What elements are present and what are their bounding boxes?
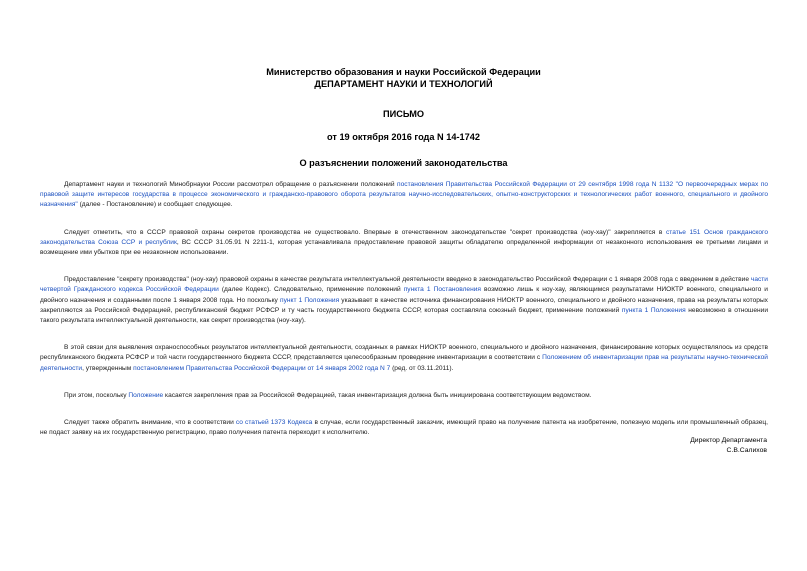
link-article-151[interactable]: статье 151 Основ гражданского законодательства Союза ССР и республик: [40, 228, 768, 246]
link-article-1373[interactable]: со статьей 1373 Кодекса: [235, 419, 313, 427]
text: , утвержденным: [82, 364, 134, 372]
signature-block: [690, 436, 767, 456]
text: невозможно в отношении такого результата интеллектуальной деятельности, как секрет производства (ноу-хау).: [40, 306, 769, 325]
paragraph-5: [40, 391, 768, 401]
text: Департамент науки и технологий Минобрнауки России рассмотрел обращение о разъяснении положений: [64, 181, 398, 188]
paragraph-4: [40, 343, 768, 374]
text: При этом, поскольку: [64, 391, 129, 399]
text: (ред. от 03.11.2011).: [390, 364, 454, 372]
department-name: ДЕПАРТАМЕНТ НАУКИ И ТЕХНОЛОГИЙ: [314, 79, 493, 89]
text: , ВС СССР 31.05.91 N 2211-1, которая устанавливала предоставление правовой защиты обладателю определенной информации от незаконного использования ее третьими лицами и возмещение ими убытков при ее незаконном использовании.: [40, 238, 768, 257]
link-polozhenie-point-1[interactable]: пункт 1 Положения: [280, 296, 340, 304]
paragraph-1: [40, 180, 768, 211]
link-postanovlenie-1132[interactable]: постановления Правительства Российской Федерации от 29 сентября 1998 года N 1132 "О первоочередных мерах по правовой защите интересов государства в процессе экономического и гражданско-правового оборота результатов научно-исследовательских, опытно-конструкторских и технологических работ военного, специального и двойного назначения": [40, 181, 768, 209]
text: (далее - Постановление) и сообщает следующее.: [77, 201, 233, 209]
text: В этой связи для выявления охраноспособных результатов интеллектуальной деятельности, созданных в рамках НИОКТР военного, специального и двойного назначения, финансирование которых осуществлялось из средств республиканского бюджета РСФСР и той части государственного бюджета СССР, представляется целесообразным проведение инвентаризации в соответствии с: [40, 344, 768, 362]
text: Предоставление "секрету производства" (ноу-хау) правовой охраны в качестве результата интеллектуальной деятельности введено в законодательство Российской Федерации с 1 января 2008 года с введением в действие: [64, 276, 751, 284]
letter-body: [40, 180, 768, 455]
letter-header: [0, 66, 807, 169]
paragraph-6: [40, 418, 768, 438]
ministry-name: Министерство образования и науки Российской Федерации: [266, 67, 541, 77]
document-subject: О разъяснении положений законодательства: [299, 158, 508, 168]
link-polozhenie[interactable]: Положение: [128, 391, 164, 399]
paragraph-2: [40, 228, 768, 259]
text: Следует также обратить внимание, что в соответствии: [64, 419, 236, 427]
text: указывает в качестве источника финансирования НИОКТР военного, специального и двойного назначения, права на результаты которых закрепляются за Российской Федерацией, республиканский бюджет РСФСР и ту часть государственного бюджета СССР, которая составляла союзный бюджет, применение положений: [40, 296, 768, 314]
text: возможно лишь к ноу-хау, являющимся результатами НИОКТР военного, специального и двойного назначения и созданными после 1 января 2008 года. Но поскольку: [40, 286, 768, 304]
text: в случае, если государственный заказчик, имеющий право на получение патента на изобретение, полезную модель или промышленный образец, не подаст заявку на их государственную регистрацию, право получения патента переходит к исполнителю.: [40, 419, 768, 437]
text: касается закрепления прав за Российской Федерацией, такая инвентаризация должна быть инициирована соответствующим ведомством.: [163, 391, 592, 399]
paragraph-3: [40, 275, 768, 326]
link-inventory-regulation[interactable]: Положением об инвентаризации прав на результаты научно-технической деятельности: [40, 354, 768, 372]
link-postanovlenie-point-1[interactable]: пункта 1 Постановления: [403, 286, 481, 294]
link-civil-code-part-4[interactable]: части четвертой Гражданского кодекса Российской Федерации: [40, 276, 768, 294]
document-date-number: от 19 октября 2016 года N 14-1742: [327, 132, 480, 142]
link-polozhenie-point-1-b[interactable]: пункта 1 Положения: [621, 306, 686, 314]
signer-name: С.В.Салихов: [726, 447, 767, 454]
text: Следует отметить, что в СССР правовой охраны секретов производства не существовало. Впервые в отечественном законодательстве "секрет производства (ноу-хау)" закрепляется в: [64, 228, 666, 236]
link-postanovlenie-7[interactable]: постановлением Правительства Российской Федерации от 14 января 2002 года N 7: [133, 364, 391, 372]
text: (далее Кодекс). Следовательно, применение положений: [218, 286, 404, 294]
document-type: ПИСЬМО: [382, 109, 425, 119]
signer-position: Директор Департамента: [690, 437, 767, 444]
